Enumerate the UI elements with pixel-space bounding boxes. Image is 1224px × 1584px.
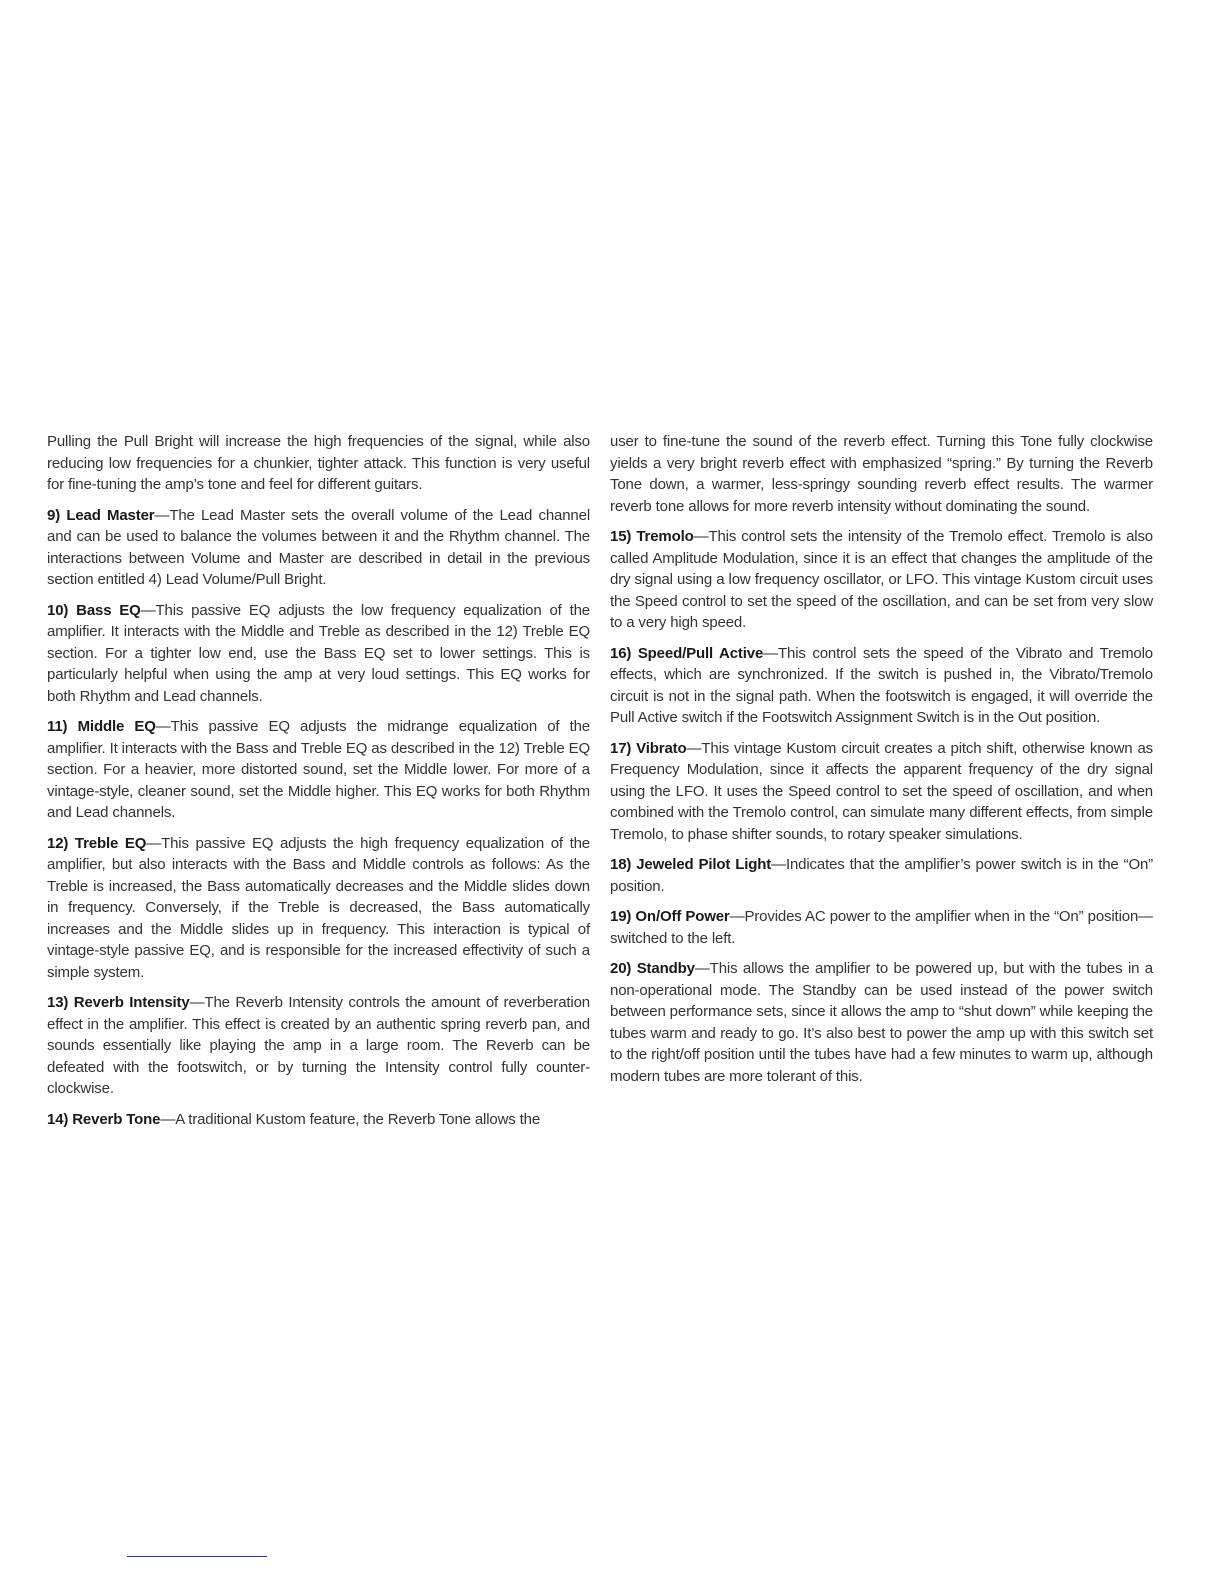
intro-paragraph: Pulling the Pull Bright will increase the high frequencies of the signal, while also reducing low frequencies for a chunkier, tighter attack. This function is very useful for fine-tuning the amp’s tone and feel for different guitars. bbox=[47, 433, 590, 493]
bass-eq-paragraph: 10) Bass EQ—This passive EQ adjusts the low frequency equalization of the amplifier. It interacts with the Middle and Treble as described in the 12) Treble EQ section. For a tighter low end, use the Bass EQ set to lower settings. This is particularly helpful when using the amp at very loud settings. This EQ works for both Rhythm and Lead channels. bbox=[47, 601, 590, 705]
reverb-tone-heading: 14) Reverb Tone bbox=[47, 1110, 161, 1128]
lead-master-heading: 9) Lead Master bbox=[47, 506, 155, 524]
speed-pull-active-heading: 16) Speed/Pull Active bbox=[610, 644, 764, 662]
reverb-tone-paragraph: 14) Reverb Tone—A traditional Kustom feature, the Reverb Tone allows the bbox=[47, 1110, 541, 1128]
reverb-intensity-paragraph: 13) Reverb Intensity—The Reverb Intensity controls the amount of reverberation effect in the amplifier. This effect is created by an authentic spring reverb pan, and sounds essentially like playing the amp in a large room. The Reverb can be defeated with the footswitch, or by turning the Intensity control fully counter-clockwise. bbox=[47, 994, 590, 1097]
standby-heading: 20) Standby bbox=[610, 960, 695, 977]
on-off-power-heading: 19) On/Off Power bbox=[610, 908, 730, 925]
vibrato-paragraph: 17) Vibrato—This vintage Kustom circuit creates a pitch shift, otherwise known as Frequency Modulation, since it affects the apparent frequency of the dry signal using the LFO. It uses the Speed control to set the speed of oscillation, and when combined with the Tremolo control, can simulate many different effects, from simple Tremolo, to phase shifter sounds, to rotary speaker simulations. bbox=[610, 739, 1153, 843]
footnote-divider bbox=[127, 1556, 267, 1557]
middle-eq-paragraph: 11) Middle EQ—This passive EQ adjusts the midrange equalization of the amplifier. It interacts with the Bass and Treble EQ as described in the 12) Treble EQ section. For a heavier, more distorted sound, set the Middle lower. For more of a vintage-style, cleaner sound, set the Middle higher. This EQ works for both Rhythm and Lead channels. bbox=[47, 718, 590, 821]
right-column bbox=[610, 431, 1153, 1096]
tremolo-heading: 15) Tremolo bbox=[610, 528, 694, 545]
vibrato-heading: 17) Vibrato bbox=[610, 739, 687, 757]
reverb-tone-continued-paragraph: user to fine-tune the sound of the reverb effect. Turning this Tone fully clockwise yields a very bright reverb effect with emphasized “spring.” By turning the Reverb Tone down, a warmer, less-springy sounding reverb effect results. The warmer reverb tone allows for more reverb intensity without dominating the sound. bbox=[610, 433, 1153, 515]
standby-paragraph: 20) Standby—This allows the amplifier to be powered up, but with the tubes in a non-operational mode. The Standby can be used instead of the power switch between performance sets, since it allows the amp to “shut down” while keeping the tubes warm and ready to go. It’s also best to power the amp up with this switch set to the right/off position until the tubes have had a few minutes to warm up, although modern tubes are more tolerant of this. bbox=[610, 960, 1153, 1085]
treble-eq-paragraph: 12) Treble EQ—This passive EQ adjusts the high frequency equalization of the amplifier, but also interacts with the Bass and Middle controls as follows: As the Treble is increased, the Bass automatically decreases and the Middle slides down in frequency. Conversely, if the Treble is decreased, the Bass automatically increases and the Middle slides up in frequency. This interaction is typical of vintage-style passive EQ, and is responsible for the increased effectivity of such a simple system. bbox=[47, 834, 590, 981]
treble-eq-heading: 12) Treble EQ bbox=[47, 834, 147, 852]
jeweled-pilot-light-paragraph: 18) Jeweled Pilot Light—Indicates that the amplifier’s power switch is in the “On” position. bbox=[610, 856, 1153, 895]
on-off-power-paragraph: 19) On/Off Power—Provides AC power to the amplifier when in the “On” position—switched to the left. bbox=[610, 908, 1153, 947]
speed-pull-active-paragraph: 16) Speed/Pull Active—This control sets the speed of the Vibrato and Tremolo effects, which are synchronized. If the switch is pushed in, the Vibrato/Tremolo circuit is not in the signal path. When the footswitch is engaged, it will override the Pull Active switch if the Footswitch Assignment Switch is in the Out position. bbox=[610, 644, 1154, 726]
middle-eq-heading: 11) Middle EQ bbox=[47, 718, 156, 735]
lead-master-paragraph: 9) Lead Master—The Lead Master sets the overall volume of the Lead channel and can be used to balance the volumes between it and the Rhythm channel. The interactions between Volume and Master are described in detail in the previous section entitled 4) Lead Volume/Pull Bright. bbox=[47, 506, 590, 588]
jeweled-pilot-light-heading: 18) Jeweled Pilot Light bbox=[610, 856, 772, 873]
reverb-intensity-heading: 13) Reverb Intensity bbox=[47, 994, 190, 1011]
tremolo-paragraph: 15) Tremolo—This control sets the intensity of the Tremolo effect. Tremolo is also called Amplitude Modulation, since it is an effect that changes the amplitude of the dry signal using a low frequency oscillator, or LFO. This vintage Kustom circuit uses the Speed control to set the speed of the oscillation, and can be set from very slow to a very high speed. bbox=[610, 528, 1154, 631]
bass-eq-heading: 10) Bass EQ bbox=[47, 601, 141, 619]
left-column bbox=[47, 431, 590, 1139]
